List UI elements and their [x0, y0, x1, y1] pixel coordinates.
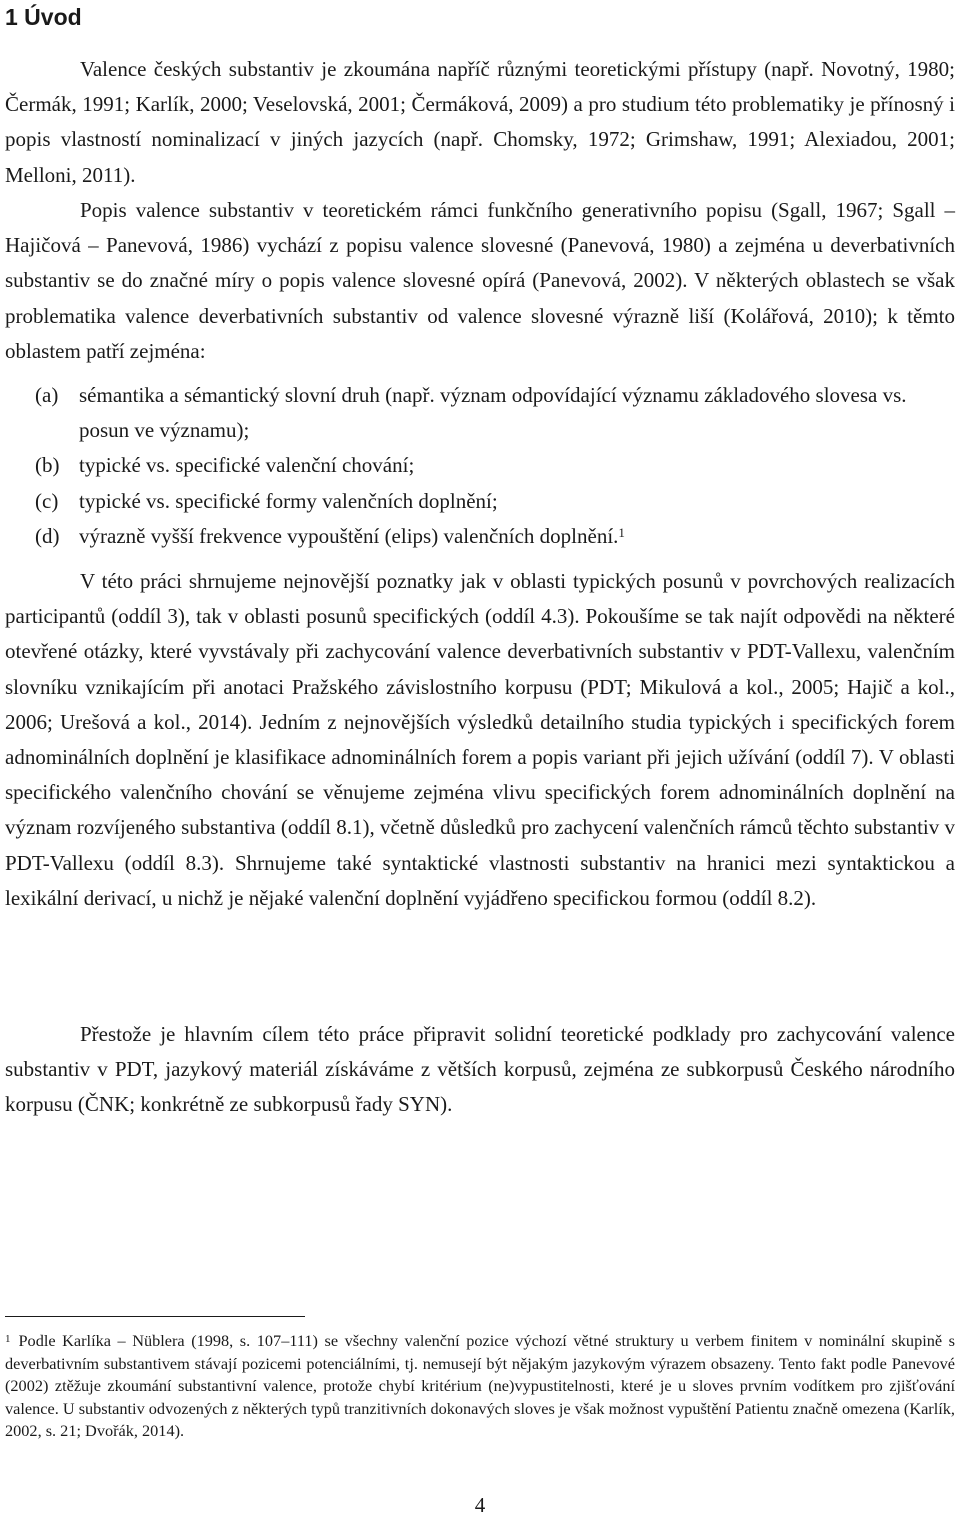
list-marker: (d) — [35, 523, 60, 548]
paragraph-valence-description-text: Popis valence substantiv v teoretickém rámci funkčního generativního popisu (Sgall, 1967; Sgall – Hajičová – Panevová, 1986) vychází z popisu valence slovesné (Panevová, 1980) a zejména u deverbativních substantiv se do značné míry o popis valence slovesné opírá (Panevová, 2002). V některých oblastech se však problematika valence deverbativních substantiv od valence slovesné výrazně liší (Kolářová, 2010); k těmto oblastem patří zejména: — [5, 198, 955, 363]
footnote-reference[interactable]: 1 — [618, 524, 625, 540]
footnote-marker: 1 — [5, 1333, 11, 1345]
page-number: 4 — [474, 1493, 486, 1517]
paragraph-summary — [5, 564, 955, 916]
paragraph-goal-text: Přestože je hlavním cílem této práce připravit solidní teoretické podklady pro zachycování valence substantiv v PDT, jazykový materiál získáváme z větších korpusů, zejména ze subkorpusů Českého národního korpusu (ČNK; konkrétně ze subkorpusů řady SYN). — [5, 1022, 955, 1117]
list-marker: (c) — [35, 488, 59, 513]
list-item-text: výrazně vyšší frekvence vypouštění (elips) valenčních doplnění. — [79, 523, 619, 548]
list-item-text: sémantika a sémantický slovní druh (např. význam odpovídající významu základového slovesa vs. posun ve významu); — [79, 383, 907, 443]
list-item-text: typické vs. specifické valenční chování; — [79, 453, 415, 478]
list-item — [5, 519, 955, 554]
paragraph-intro-text: Valence českých substantiv je zkoumána napříč různými teoretickými přístupy (např. Novotný, 1980; Čermák, 1991; Karlík, 2000; Veselovská, 2001; Čermáková, 2009) a pro studium této problematiky je přínosný i popis vlastností nominalizací v jiných jazycích (např. Chomsky, 1972; Grimshaw, 1991; Alexiadou, 2001; Melloni, 2011). — [5, 57, 955, 187]
section-heading: 1 Úvod — [5, 4, 82, 30]
paragraph-valence-description — [5, 193, 955, 369]
footnote — [5, 1330, 955, 1443]
list-marker: (a) — [35, 383, 59, 407]
paragraph-summary-text: V této práci shrnujeme nejnovější poznatky jak v oblasti typických posunů v povrchových realizacích participantů (oddíl 3), tak v oblasti posunů specifických (oddíl 4.3). Pokoušíme se tak najít odpovědi na některé otevřené otázky, které vyvstávaly při zachycování valence deverbativních substantiv v PDT-Vallexu, valenčním slovníku vznikajícím při anotaci Pražského závislostního korpusu (PDT; Mikulová a kol., 2005; Hajič a kol., 2006; Urešová a kol., 2014). Jedním z nejnovějších výsledků detailního studia typických i specifických forem adnominálních doplnění je klasifikace adnominálních forem a popis variant při jejich užívání (oddíl 7). V oblasti specifického valenčního chování se věnujeme zejména vlivu specifických forem adnominálních doplnění na význam rozvíjeného substantiva (oddíl 8.1), včetně důsledků pro zachycení valenčních rámců těchto substantiv v PDT-Vallexu (oddíl 8.3). Shrnujeme také syntaktické vlastnosti substantiv na hranici mezi syntaktickou a lexikální derivací, u nichž je nějaké valenční doplnění vyjádřeno specifickou formou (oddíl 8.2). — [5, 569, 955, 910]
paragraph-intro — [5, 52, 955, 193]
areas-list — [5, 378, 955, 554]
list-item — [5, 378, 955, 448]
list-item — [5, 484, 955, 519]
footnote-text: Podle Karlíka – Nüblera (1998, s. 107–111) se všechny valenční pozice výchozí větné struktury u verbem finitem v nominální skupině s deverbativním substantivem stávají pozicemi potenciálními, tj. nemusejí být nějakým jazykovým výrazem obsazeny. Tento fakt podle Panevové (2002) ztěžuje zkoumání substantivní valence, protože chybí kritérium (ne)vypustitelnosti, které je u sloves prvním vodítkem pro zjišťování valence. U substantiv odvozených z některých typů tranzitivních dokonavých sloves je však možnost vypuštění Patientu značně omezena (Karlík, 2002, s. 21; Dvořák, 2014). — [5, 1331, 955, 1440]
footnote-divider — [5, 1316, 305, 1317]
list-item-text: typické vs. specifické formy valenčních doplnění; — [79, 488, 498, 513]
list-item — [5, 448, 955, 483]
paragraph-goal — [5, 1017, 955, 1123]
list-marker: (b) — [35, 453, 60, 478]
